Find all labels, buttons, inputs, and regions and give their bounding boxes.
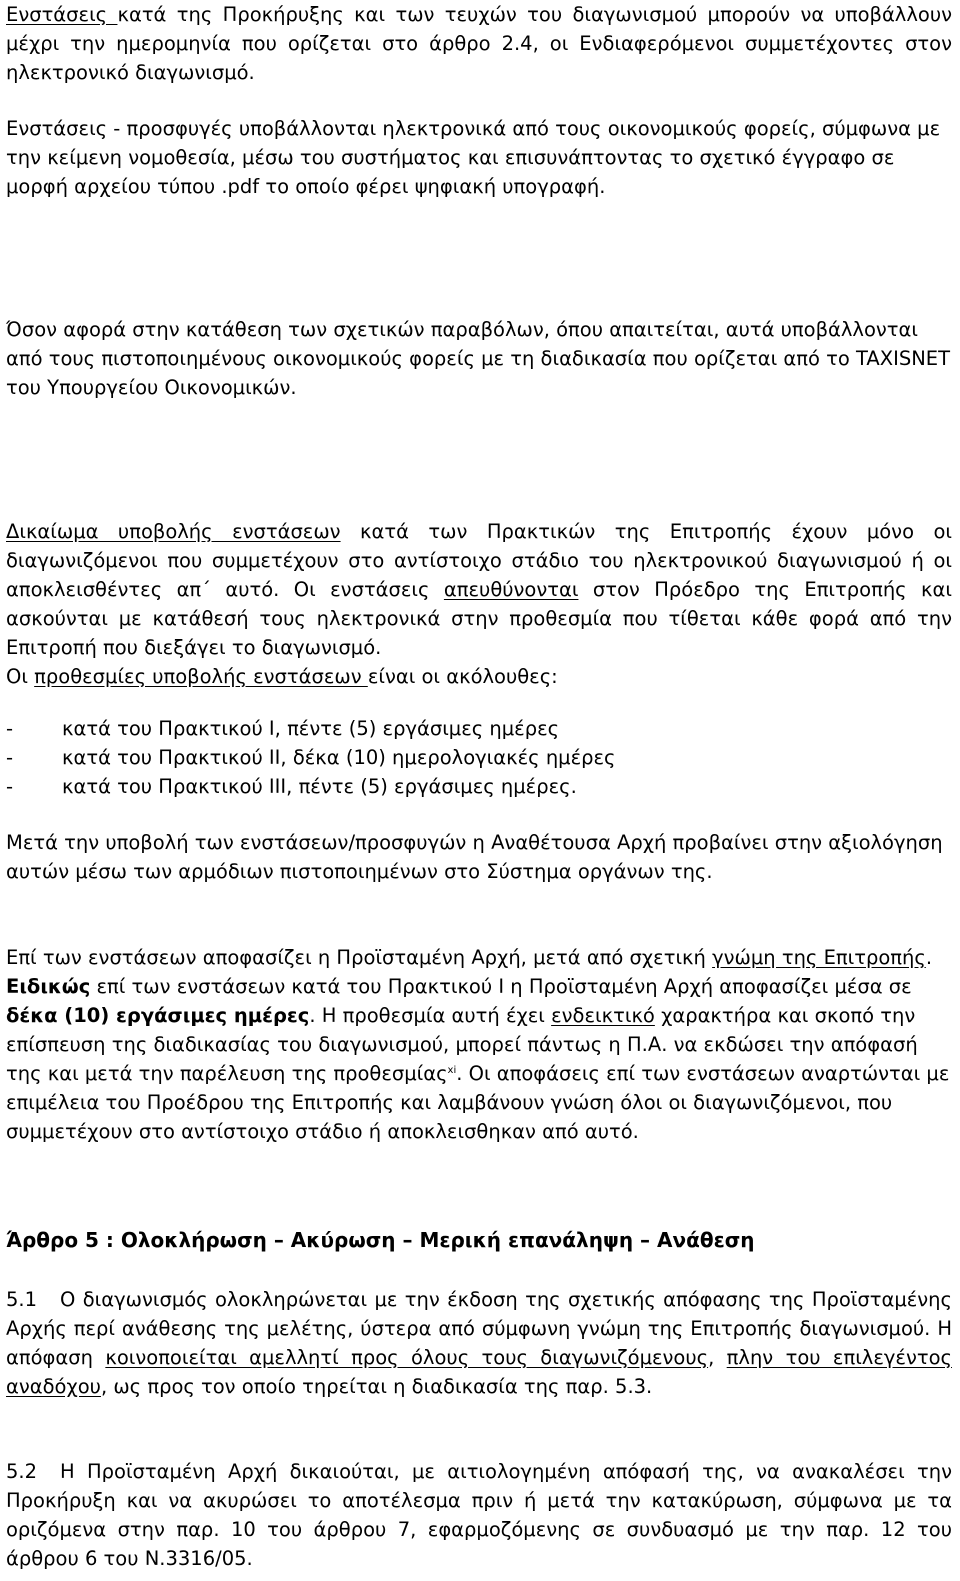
list-item: - κατά του Πρακτικού Ι, πέντε (5) εργάσιμες ημέρες xyxy=(6,714,952,743)
paragraph-fees: Όσον αφορά στην κατάθεση των σχετικών παραβόλων, όπου απαιτείται, αυτά υποβάλλονται από τους πιστοποιημένους οικονομικούς φορείς με τη διαδικασία που ορίζεται από το TAXISNET του Υπουργείου Οικονομικών. xyxy=(6,318,951,399)
section-number: 5.1 xyxy=(6,1288,38,1311)
deadline-list xyxy=(6,714,952,801)
paragraph-decision: Επί των ενστάσεων αποφασίζει η Προϊσταμένη Αρχή, μετά από σχετική γνώμη της Επιτροπής. Ειδικώς επί των ενστάσεων κατά του Πρακτικού Ι η Προϊσταμένη Αρχή αποφασίζει μέσα σε δέκα (10) εργάσιμες ημέρες. Η προθεσμία αυτή έχει ενδεικτικό χαρακτήρα και σκοπό την επίσπευση της διαδικασίας του διαγωνισμού, μπορεί πάντως η Π.Α. να εκδώσει την απόφασή της και μετά την παρέλευση της προθεσμίας$^{xi}$. Οι αποφάσεις επί των ενστάσεων αναρτώνται με επιμέλεια του Προέδρου της Επιτροπής και λαμβάνουν γνώση όλοι οι διαγωνιζόμενοι, που συμμετέχουν στο αντίστοιχο στάδιο ή αποκλεισθηκαν από αυτό. xyxy=(6,946,950,1143)
footnote-ref[interactable]: xi xyxy=(447,1065,457,1076)
paragraph-electronic-submission: Ενστάσεις - προσφυγές υποβάλλονται ηλεκτρονικά από τους οικονομικούς φορείς, σύμφωνα με την κείμενη νομοθεσία, μέσω του συστήματος και επισυνάπτοντας το σχετικό έγγραφο σε μορφή αρχείου τύπου .pdf το οποίο φέρει ψηφιακή υπογραφή. xyxy=(6,117,941,198)
paragraph-right-to-object: Δικαίωμα υποβολής ενστάσεων κατά των Πρακτικών της Επιτροπής έχουν μόνο οι διαγωνιζόμενοι που συμμετέχουν στο αντίστοιχο στάδιο του ηλεκτρονικού διαγωνισμού ή οι αποκλεισθέντες απ΄ αυτό. Οι ενστάσεις απευθύνονται στον Πρόεδρο της Επιτροπής και ασκούνται με κατάθεσή τους ηλεκτρονικά στην προθεσμία που τίθεται κάθε φορά από την Επιτροπή που διεξάγει το διαγωνισμό. Οι προθεσμίες υποβολής ενστάσεων είναι οι ακόλουθες: xyxy=(6,520,952,688)
paragraph-5-2: 5.2 Η Προϊσταμένη Αρχή δικαιούται, με αιτιολογημένη απόφασή της, να ανακαλέσει την Προκήρυξη και να ακυρώσει το αποτέλεσμα πριν ή μετά την κατακύρωση, σύμφωνα με τα οριζόμενα στην παρ. 10 του άρθρου 7, εφαρμοζόμενης σε συνδυασμό με την παρ. 12 του άρθρου 6 του Ν.3316/05. xyxy=(6,1457,952,1573)
underlined-term-indicative: ενδεικτικό xyxy=(551,1004,655,1027)
bold-term-ten-days: δέκα (10) εργάσιμες ημέρες xyxy=(6,1004,310,1027)
list-dash: - xyxy=(6,775,14,798)
underlined-term-addressed: απευθύνονται xyxy=(443,578,579,601)
underlined-term-committee-opinion: γνώμη της Επιτροπής xyxy=(712,946,926,969)
section-heading: Άρθρο 5 : Ολοκλήρωση – Ακύρωση – Μερική επανάληψη – Ανάθεση xyxy=(6,1228,755,1252)
list-item: - κατά του Πρακτικού ΙΙ, δέκα (10) ημερολογιακές ημέρες xyxy=(6,743,952,772)
underlined-term-notified: κοινοποιείται αμελλητί προς όλους τους διαγωνιζόμενους xyxy=(105,1346,709,1369)
underlined-term-right-to-object: Δικαίωμα υποβολής ενστάσεων xyxy=(6,520,341,543)
paragraph-evaluation: Μετά την υποβολή των ενστάσεων/προσφυγών η Αναθέτουσα Αρχή προβαίνει στην αξιολόγηση αυτών μέσω των αρμόδιων πιστοποιημένων στο Σύστημα οργάνων της. xyxy=(6,831,943,883)
list-dash: - xyxy=(6,717,14,740)
paragraph-5-1: 5.1 Ο διαγωνισμός ολοκληρώνεται με την έκδοση της σχετικής απόφασης της Προϊσταμένης Αρχής περί ανάθεσης της μελέτης, ύστερα από σύμφωνη γνώμη της Επιτροπής διαγωνισμού. Η απόφαση κοινοποιείται αμελλητί προς όλους τους διαγωνιζόμενους, πλην του επιλεγέντος αναδόχου, ως προς τον οποίο τηρείται η διαδικασία της παρ. 5.3. xyxy=(6,1285,952,1401)
underlined-term-objections: Ενστάσεις xyxy=(6,3,118,26)
section-number: 5.2 xyxy=(6,1460,38,1483)
bold-term-specifically: Ειδικώς xyxy=(6,975,91,998)
list-dash: - xyxy=(6,746,14,769)
underlined-term-except-contractor: πλην του επιλεγέντος αναδόχου xyxy=(6,1346,952,1398)
paragraph-objections-intro: Ενστάσεις κατά της Προκήρυξης και των τευχών του διαγωνισμού μπορούν να υποβάλλουν μέχρι την ημερομηνία που ορίζεται στο άρθρο 2.4, οι Ενδιαφερόμενοι συμμετέχοντες στον ηλεκτρονικό διαγωνισμό. xyxy=(6,3,952,84)
list-item: - κατά του Πρακτικού ΙΙΙ, πέντε (5) εργάσιμες ημέρες. xyxy=(6,772,952,801)
underlined-term-deadlines: προθεσμίες υποβολής ενστάσεων xyxy=(34,665,368,688)
